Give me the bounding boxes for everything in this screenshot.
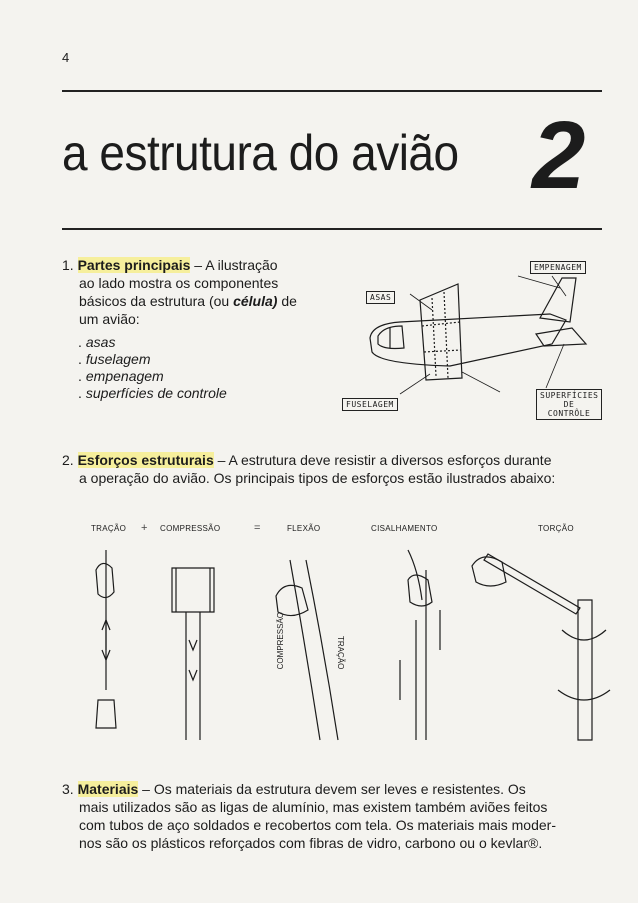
label-compressao: COMPRESSÃO	[160, 524, 221, 533]
section-3-line-4: nos são os plásticos reforçados com fibras de vidro, carbono ou o kevlar®.	[79, 835, 543, 851]
section-2-line-1: – A estrutura deve resistir a diversos esforços durante	[217, 452, 552, 468]
section-3-line-1: – Os materiais da estrutura devem ser leves e resistentes. Os	[142, 781, 526, 797]
label-empenagem: EMPENAGEM	[530, 261, 586, 274]
label-asas: ASAS	[366, 291, 395, 304]
section-3-line-3: com tubos de aço soldados e recobertos com tela. Os materiais mais moder-	[79, 817, 556, 833]
section-2-number: 2.	[62, 452, 74, 468]
torsion-illustration	[472, 554, 610, 740]
label-cisalhamento: CISALHAMENTO	[371, 524, 438, 533]
list-item: . asas	[78, 334, 116, 350]
bend-label-compressao: COMPRESSÃO	[276, 612, 285, 670]
section-3	[62, 780, 612, 852]
list-item: . superfícies de controle	[78, 385, 227, 401]
section-1	[62, 256, 327, 328]
page-number: 4	[62, 50, 70, 65]
page-title: a estrutura do avião	[62, 124, 459, 181]
equals-operator: =	[254, 522, 261, 534]
list-item: . fuselagem	[78, 351, 151, 367]
section-1-line-3: básicos da estrutura (ou	[79, 293, 230, 309]
stress-illustrations	[62, 540, 602, 750]
label-flexao: FLEXÃO	[287, 524, 321, 533]
section-2-heading: Esforços estruturais	[77, 452, 214, 468]
section-rule	[62, 228, 602, 230]
section-1-line-3b: de	[281, 293, 297, 309]
list-item: . empenagem	[78, 368, 164, 384]
label-superficies: SUPERFÍCIES DE CONTRÔLE	[536, 389, 602, 420]
shear-illustration	[400, 550, 440, 740]
section-3-heading: Materiais	[77, 781, 139, 797]
label-torcao: TORÇÃO	[538, 524, 574, 533]
section-1-line-1: – A ilustração	[194, 257, 278, 273]
bend-label-tracao: TRAÇÃO	[336, 636, 345, 670]
section-3-line-2: mais utilizados são as ligas de alumínio, mas existem também aviões feitos	[79, 799, 548, 815]
bending-illustration	[276, 560, 338, 740]
tension-illustration	[96, 550, 116, 728]
chapter-number: 2	[532, 102, 586, 209]
section-2-line-2: a operação do avião. Os principais tipos de esforços estão ilustrados abaixo:	[79, 470, 556, 486]
cell-term: célula)	[233, 293, 278, 309]
section-1-line-2: ao lado mostra os componentes	[79, 275, 279, 291]
section-1-line-4: um avião:	[79, 311, 140, 327]
plus-operator: +	[141, 522, 148, 534]
section-2	[62, 451, 607, 487]
section-1-heading: Partes principais	[77, 257, 191, 273]
section-1-number: 1.	[62, 257, 74, 273]
top-rule	[62, 90, 602, 92]
label-tracao: TRAÇÃO	[91, 524, 127, 533]
compression-illustration	[172, 568, 214, 740]
section-3-number: 3.	[62, 781, 74, 797]
label-fuselagem: FUSELAGEM	[342, 398, 398, 411]
